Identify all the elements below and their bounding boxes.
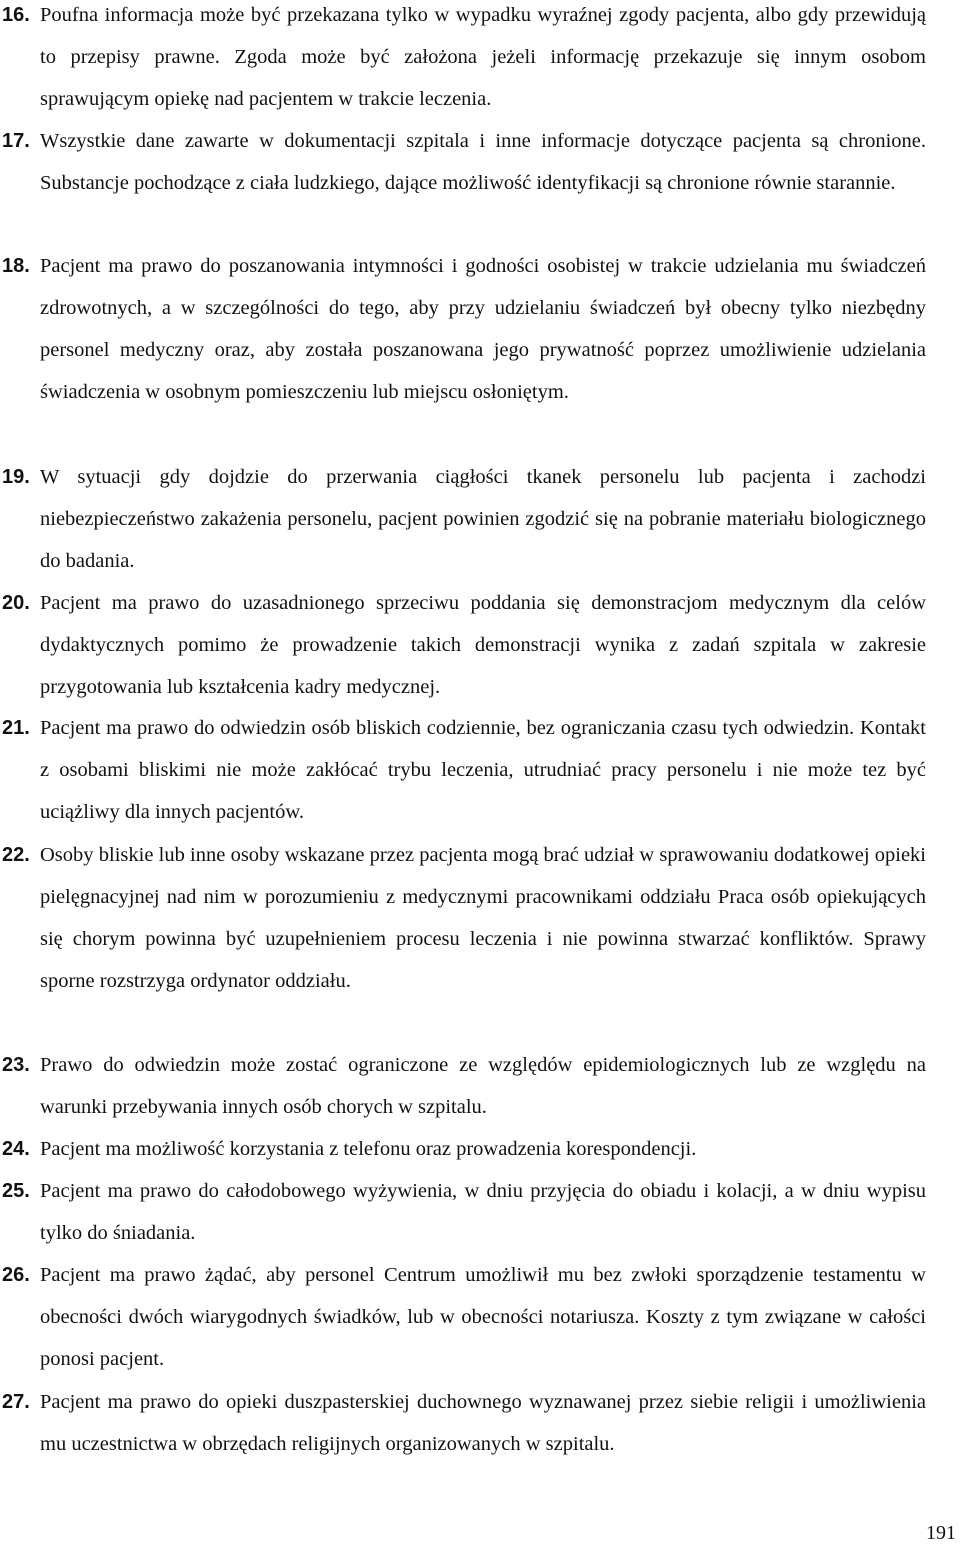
list-item <box>0 0 930 120</box>
item-number: 23. <box>2 1054 30 1076</box>
list-item <box>0 245 930 413</box>
item-text: Osoby bliskie lub inne osoby wskazane przez pacjenta mogą brać udział w sprawowaniu dodatkowej opieki pielęgnacyjnej nad nim w porozumieniu z medycznymi pracownikami oddziału Praca osób opiekujących się chorym powinna być uzupełnieniem procesu leczenia i nie powinna stwarzać konfliktów. Sprawy sporne rozstrzyga ordynator oddziału. <box>40 844 926 992</box>
page-number: 191 <box>926 1522 956 1544</box>
item-text: Poufna informacja może być przekazana tylko w wypadku wyraźnej zgody pacjenta, albo gdy przewidują to przepisy prawne. Zgoda może być założona jeżeli informację przekazuje się innym osobom sprawującym opiekę nad pacjentem w trakcie leczenia. <box>40 4 926 110</box>
item-text: Pacjent ma prawo żądać, aby personel Centrum umożliwił mu bez zwłoki sporządzenie testamentu w obecności dwóch wiarygodnych świadków, lub w obecności notariusza. Koszty z tym związane w całości ponosi pacjent. <box>40 1264 926 1370</box>
item-number: 21. <box>2 717 30 739</box>
item-number: 27. <box>2 1391 30 1413</box>
item-number: 22. <box>2 844 30 866</box>
item-text: Pacjent ma prawo do uzasadnionego sprzeciwu poddania się demonstracjom medycznym dla celów dydaktycznych pomimo że prowadzenie takich demonstracji wynika z zadań szpitala w zakresie przygotowania lub kształcenia kadry medycznej. <box>40 592 926 698</box>
item-text: Pacjent ma możliwość korzystania z telefonu oraz prowadzenia korespondencji. <box>40 1138 697 1160</box>
item-number: 17. <box>2 130 30 152</box>
item-number: 25. <box>2 1180 30 1202</box>
item-number: 18. <box>2 255 30 277</box>
list-item <box>0 1128 930 1170</box>
item-text: W sytuacji gdy dojdzie do przerwania ciągłości tkanek personelu lub pacjenta i zachodzi niebezpieczeństwo zakażenia personelu, pacjent powinien zgodzić się na pobranie materiału biologicznego do badania. <box>40 466 926 572</box>
item-text: Wszystkie dane zawarte w dokumentacji szpitala i inne informacje dotyczące pacjenta są chronione. Substancje pochodzące z ciała ludzkiego, dające możliwość identyfikacji są chronione równie starannie. <box>40 130 926 194</box>
item-number: 24. <box>2 1138 30 1160</box>
list-item <box>0 834 930 1002</box>
list-item <box>0 1044 930 1128</box>
item-text: Prawo do odwiedzin może zostać ograniczone ze względów epidemiologicznych lub ze względu na warunki przebywania innych osób chorych w szpitalu. <box>40 1054 926 1118</box>
list-item <box>0 120 930 204</box>
item-text: Pacjent ma prawo do opieki duszpasterskiej duchownego wyznawanej przez siebie religii i umożliwienia mu uczestnictwa w obrzędach religijnych organizowanych w szpitalu. <box>40 1391 926 1455</box>
list-item <box>0 707 930 833</box>
item-text: Pacjent ma prawo do całodobowego wyżywienia, w dniu przyjęcia do obiadu i kolacji, a w dniu wypisu tylko do śniadania. <box>40 1180 926 1244</box>
item-text: Pacjent ma prawo do odwiedzin osób bliskich codziennie, bez ograniczania czasu tych odwiedzin. Kontakt z osobami bliskimi nie może zakłócać trybu leczenia, utrudniać pracy personelu i nie może tez być uciążliwy dla innych pacjentów. <box>40 717 926 823</box>
item-number: 16. <box>2 4 30 26</box>
list-item <box>0 456 930 582</box>
list-item <box>0 1381 930 1465</box>
list-item <box>0 1254 930 1380</box>
item-number: 19. <box>2 466 30 488</box>
list-item <box>0 1170 930 1254</box>
list-item <box>0 582 930 708</box>
item-number: 26. <box>2 1264 30 1286</box>
item-text: Pacjent ma prawo do poszanowania intymności i godności osobistej w trakcie udzielania mu świadczeń zdrowotnych, a w szczególności do tego, aby przy udzielaniu świadczeń był obecny tylko niezbędny personel medyczny oraz, aby została poszanowana jego prywatność poprzez umożliwienie udzielania świadczenia w osobnym pomieszczeniu lub miejscu osłoniętym. <box>40 255 926 403</box>
item-number: 20. <box>2 592 30 614</box>
